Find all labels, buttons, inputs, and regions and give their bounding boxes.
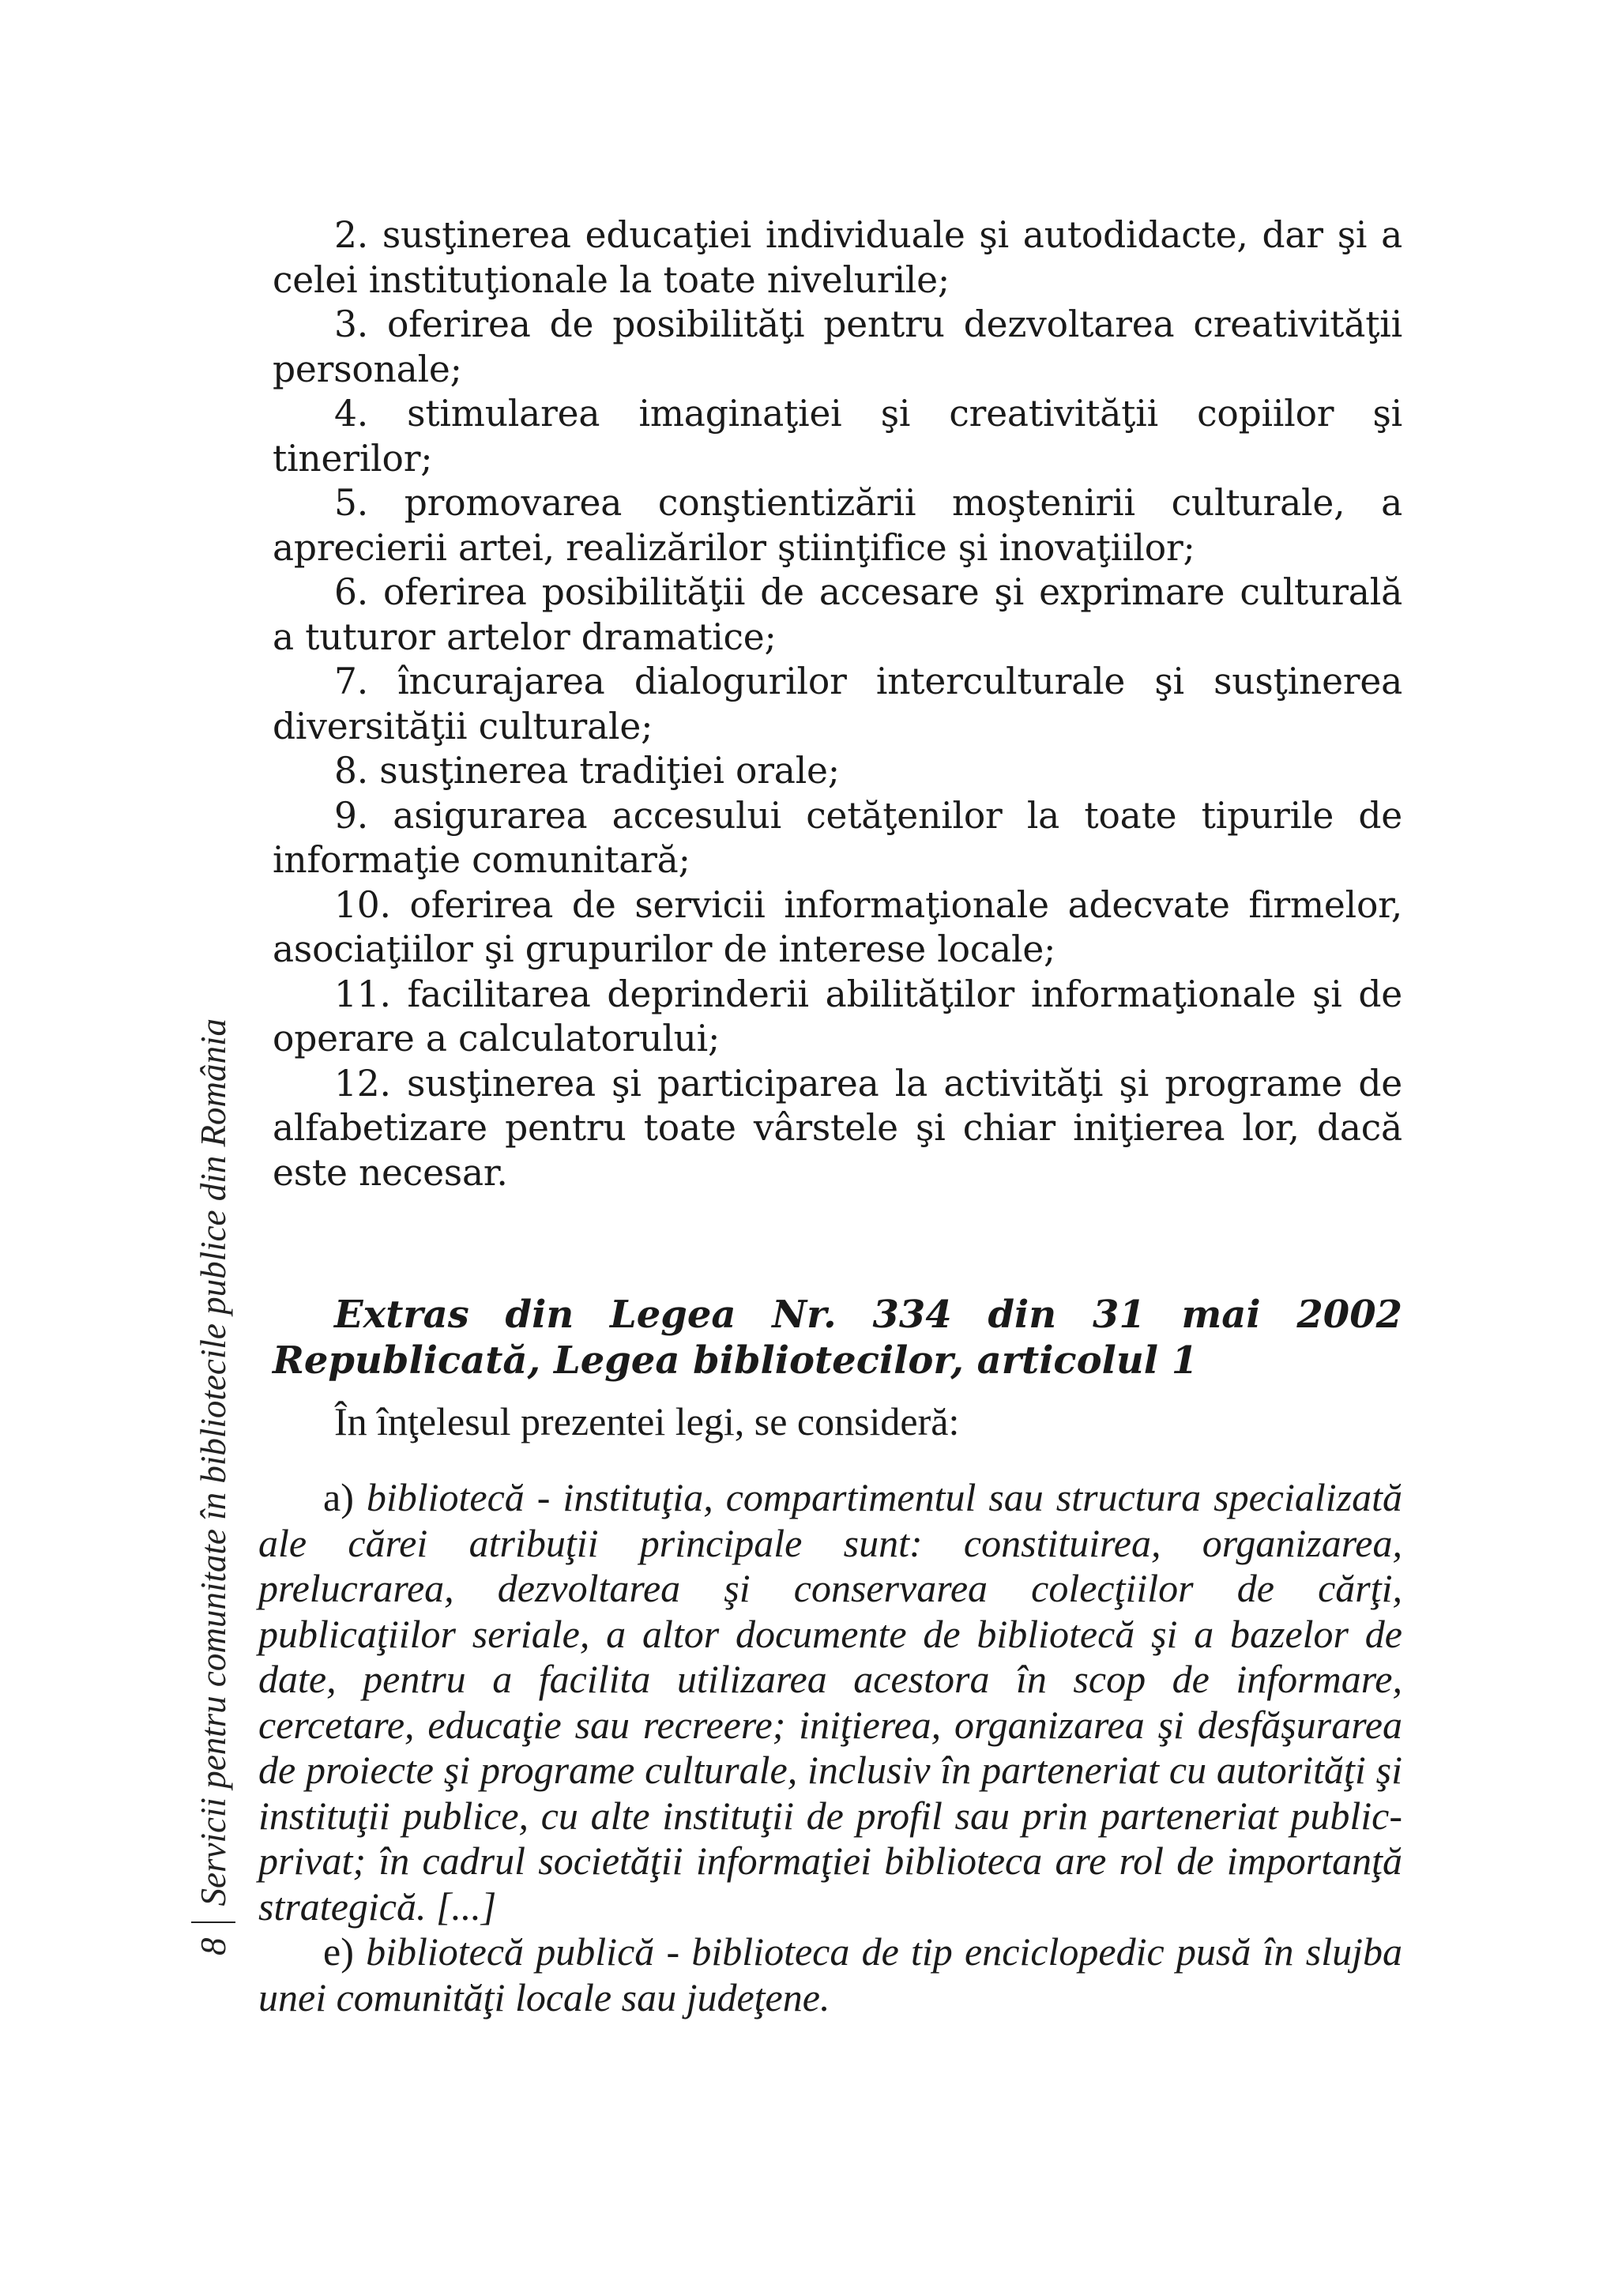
list-item: 11. facilitarea deprinderii abilităţilor informaţionale şi de operare a calculatorului; <box>273 973 1402 1060</box>
list-item: 5. promovarea conştientizării moştenirii culturale, a aprecierii artei, realizărilor ştiinţifice şi inovaţiilor; <box>273 482 1402 569</box>
section-intro: În înţelesul prezentei legi, se consideră: <box>334 1399 960 1443</box>
page-number: 8 <box>194 1937 233 1955</box>
definition-label: a) <box>323 1475 367 1519</box>
list-item: 2. susţinerea educaţiei individuale şi autodidacte, dar şi a celei instituţionale la toate nivelurile; <box>273 214 1402 301</box>
section-heading-line2: Republicată, Legea bibliotecilor, articolul 1 <box>273 1338 1198 1383</box>
list-item: 3. oferirea de posibilităţi pentru dezvoltarea creativităţii personale; <box>273 303 1402 390</box>
list-item: 6. oferirea posibilităţii de accesare şi exprimare culturală a tuturor artelor dramatice; <box>273 571 1402 658</box>
main-text-column <box>258 213 1403 2020</box>
definition-label: e) <box>323 1929 367 1974</box>
list-item: 10. oferirea de servicii informaţionale adecvate firmelor, asociaţiilor şi grupurilor de interese locale; <box>273 883 1402 970</box>
objectives-list <box>273 213 1402 1195</box>
running-header-title: Servicii pentru comunitate în bibliotecile publice din România <box>194 1018 233 1906</box>
definition-item <box>258 1475 1402 1929</box>
section-heading-line1: Extras din Legea Nr. 334 din 31 mai 2002 <box>334 1293 1402 1337</box>
definition-text: bibliotecă publică - biblioteca de tip enciclopedic pusă în slujba unei comunităţi locale sau judeţene. <box>258 1929 1403 2019</box>
list-item: 8. susţinerea tradiţiei orale; <box>334 750 840 792</box>
definition-text: bibliotecă - instituţia, compartimentul sau structura specializată ale cărei atribuţii principale sunt: constituirea, organizarea, prelucrarea, dezvoltarea şi conservarea colecţiilor de cărţi, publicaţiilor seriale, a altor documente de bibliotecă şi a bazelor de date, pentru a facilita utilizarea acestora în scop de informare, cercetare, educaţie sau recreere; iniţierea, organizarea şi desfăşurarea de proiecte şi programe culturale, inclusiv în parteneriat cu autorităţi şi instituţii publice, cu alte instituţii de profil sau prin parteneriat public-privat; în cadrul societăţii informaţiei biblioteca are rol de importanţă strategică. [...] <box>258 1475 1403 1929</box>
definition-item <box>258 1929 1402 2020</box>
section-heading <box>273 1292 1402 1383</box>
list-item: 12. susţinerea şi participarea la activităţi şi programe de alfabetizare pentru toate vârstele şi chiar iniţierea lor, dacă este necesar. <box>273 1062 1402 1194</box>
list-item: 4. stimularea imaginaţiei şi creativităţii copiilor şi tinerilor; <box>273 393 1402 480</box>
running-header <box>180 818 246 1955</box>
list-item: 7. încurajarea dialogurilor interculturale şi susţinerea diversităţii culturale; <box>273 661 1402 747</box>
list-item: 9. asigurarea accesului cetăţenilor la toate tipurile de informaţie comunitară; <box>273 794 1402 881</box>
header-divider <box>191 1922 235 1924</box>
definitions-list <box>258 1475 1402 2020</box>
